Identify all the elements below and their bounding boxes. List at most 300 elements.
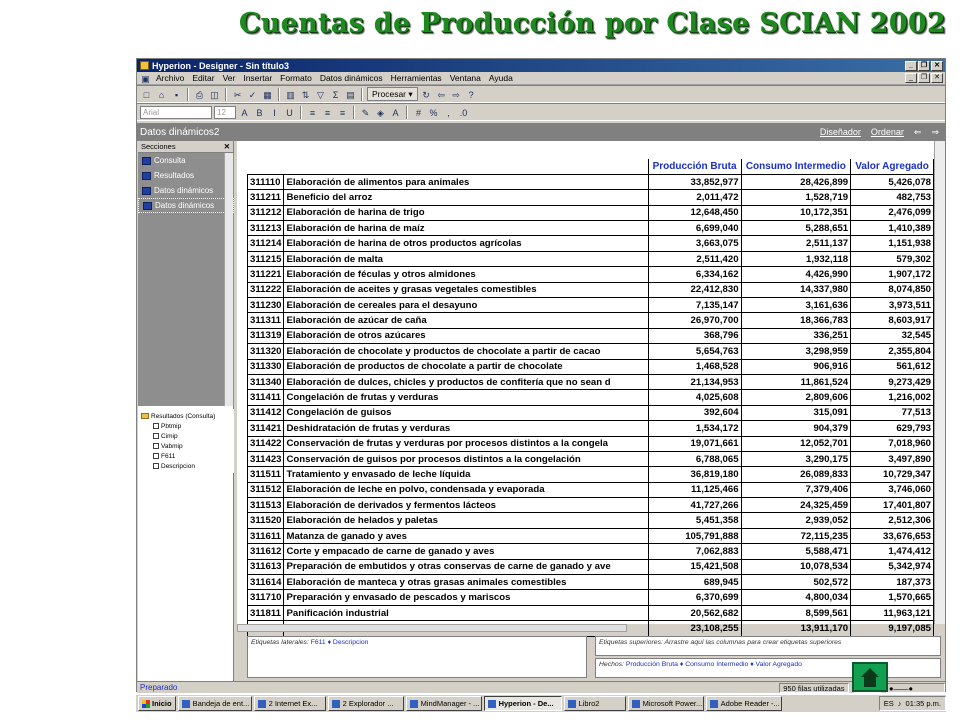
order-link[interactable]: Ordenar [870,126,904,137]
cell-consumo-intermedio[interactable]: 2,939,052 [741,513,851,528]
preview-icon[interactable]: ◫ [210,89,219,100]
cell-produccion-bruta[interactable]: 392,604 [648,405,741,420]
align-center-icon[interactable]: ≡ [324,107,331,118]
table-row[interactable] [248,451,934,466]
cell-valor-agregado[interactable]: 1,216,002 [851,390,934,405]
cell-description[interactable]: Preparación de embutidos y otras conservas de carne de ganado y ave [284,559,648,574]
top-labels-box[interactable]: Etiquetas superiores: Arrastre aquí las columnas para crear etiquetas superiores [595,636,941,656]
results-icon [142,172,151,180]
header-produccion-bruta[interactable]: Producción Bruta [648,159,741,174]
column-icon [153,453,159,459]
section-header [137,123,945,141]
cell-description[interactable]: Elaboración de leche en polvo, condensada y evaporada [284,482,648,497]
cell-scian-code[interactable]: 311513 [248,498,284,513]
cell-description[interactable]: Elaboración de alimentos para animales [284,174,648,189]
new-icon[interactable]: □ [143,89,150,100]
cell-valor-agregado[interactable]: 5,342,974 [851,559,934,574]
cell-valor-agregado[interactable]: 1,410,389 [851,221,934,236]
cell-consumo-intermedio[interactable]: 18,366,783 [741,313,851,328]
language-indicator[interactable]: ES [883,699,894,708]
cell-scian-code[interactable]: 311221 [248,267,284,282]
cell-valor-agregado[interactable]: 561,612 [851,359,934,374]
cell-produccion-bruta[interactable]: 26,970,700 [648,313,741,328]
cell-scian-code[interactable]: 311320 [248,344,284,359]
pivot-icon [142,187,151,195]
column-icon [153,463,159,469]
cell-description[interactable]: Elaboración de azúcar de caña [284,313,648,328]
menu-insertar[interactable]: Insertar [243,73,273,83]
cell-scian-code[interactable]: 311212 [248,205,284,220]
cell-produccion-bruta[interactable]: 7,135,147 [648,298,741,313]
table-row[interactable] [248,405,934,420]
close-icon[interactable]: ✕ [931,61,943,71]
cell-produccion-bruta[interactable]: 36,819,180 [648,467,741,482]
cell-produccion-bruta[interactable]: 22,412,830 [648,282,741,297]
cell-consumo-intermedio[interactable]: 315,091 [741,405,851,420]
windows-logo-icon [142,700,150,708]
format-toolbar [137,103,945,121]
table-row[interactable] [248,236,934,251]
table-row[interactable] [248,344,934,359]
cell-scian-code[interactable]: 311611 [248,528,284,543]
labels-panel [237,634,945,680]
cell-scian-code[interactable]: 311614 [248,575,284,590]
cell-valor-agregado[interactable]: 77,513 [851,405,934,420]
cell-scian-code[interactable]: 311422 [248,436,284,451]
cell-scian-code[interactable]: 311411 [248,390,284,405]
cell-description[interactable]: Elaboración de féculas y otros almidones [284,267,648,282]
cell-description[interactable]: Elaboración de cereales para el desayuno [284,298,648,313]
font-size-select[interactable]: 12 [214,106,236,119]
column-icon [153,433,159,439]
cell-valor-agregado[interactable]: 1,907,172 [851,267,934,282]
cell-consumo-intermedio[interactable]: 5,288,651 [741,221,851,236]
cell-description[interactable]: Elaboración de productos de chocolate a partir de chocolate [284,359,648,374]
cell-produccion-bruta[interactable]: 41,727,266 [648,498,741,513]
mindmanager-icon [410,700,418,708]
cell-produccion-bruta[interactable]: 105,791,888 [648,528,741,543]
grid-vertical-scrollbar[interactable] [934,141,945,624]
cell-consumo-intermedio[interactable]: 13,911,170 [741,621,851,636]
facts-box[interactable]: Hechos: Producción Bruta ♦ Consumo Intermedio ♦ Valor Agregado [595,658,941,678]
menu-ventana[interactable]: Ventana [449,73,481,83]
cell-valor-agregado[interactable]: 5,426,078 [851,174,934,189]
clock: 01:35 p.m. [905,699,941,708]
cell-consumo-intermedio[interactable]: 3,290,175 [741,451,851,466]
menu-herramientas[interactable]: Herramientas [390,73,442,83]
cell-valor-agregado[interactable]: 9,197,085 [851,621,934,636]
open-icon[interactable]: ⌂ [158,89,165,100]
cell-scian-code[interactable]: 311311 [248,313,284,328]
cell-produccion-bruta[interactable]: 368,796 [648,328,741,343]
excel-icon [568,700,576,708]
comma-icon[interactable]: , [447,107,450,118]
line-color-icon[interactable]: ✎ [361,107,370,118]
cell-scian-code[interactable]: 311710 [248,590,284,605]
percent-icon[interactable]: % [429,107,438,118]
cell-valor-agregado[interactable]: 17,401,807 [851,498,934,513]
cell-description[interactable]: Elaboración de otros azúcares [284,328,648,343]
section-datos-dinamicos-2[interactable]: Datos dinámicos [138,198,234,213]
check-icon[interactable]: ✓ [248,89,257,100]
cell-valor-agregado[interactable]: 482,753 [851,190,934,205]
cell-valor-agregado[interactable]: 1,151,938 [851,236,934,251]
tree-item[interactable]: Pbtmip [141,421,231,431]
cell-consumo-intermedio[interactable]: 12,052,701 [741,436,851,451]
restore-icon[interactable]: ❐ [918,61,930,71]
cell-valor-agregado[interactable]: 2,476,099 [851,205,934,220]
cell-description[interactable]: Beneficio del arroz [284,190,648,205]
table-icon[interactable]: ▦ [263,89,272,100]
cell-consumo-intermedio[interactable]: 906,916 [741,359,851,374]
cell-valor-agregado[interactable]: 8,074,850 [851,282,934,297]
cell-produccion-bruta[interactable]: 5,451,358 [648,513,741,528]
slide-title: Cuentas de Producción por Clase SCIAN 2002 [238,8,946,39]
cell-description[interactable]: Elaboración de malta [284,251,648,266]
doc-icon: ▣ [141,73,150,84]
cell-scian-code[interactable]: 311213 [248,221,284,236]
table-row[interactable] [248,436,934,451]
print-icon[interactable]: ⎙ [195,89,204,100]
cell-valor-agregado[interactable]: 3,973,511 [851,298,934,313]
table-row[interactable] [248,421,934,436]
sections-scrollbar[interactable] [224,153,233,406]
cell-valor-agregado[interactable]: 1,570,665 [851,590,934,605]
cell-valor-agregado[interactable]: 10,729,347 [851,467,934,482]
tree-item[interactable]: F611 [141,451,231,461]
cell-scian-code[interactable]: 311511 [248,467,284,482]
cell-consumo-intermedio[interactable]: 2,809,606 [741,390,851,405]
cell-produccion-bruta[interactable]: 33,852,977 [648,174,741,189]
table-row[interactable] [248,359,934,374]
table-row[interactable] [248,221,934,236]
cell-scian-code[interactable]: 311230 [248,298,284,313]
task-libro2[interactable]: Libro2 [564,696,626,711]
browser-icon [258,700,266,708]
sum-icon[interactable]: Σ [332,89,339,100]
cell-description[interactable]: Elaboración de aceites y grasas vegetales comestibles [284,282,648,297]
table-row[interactable] [248,575,934,590]
cell-scian-code[interactable]: 311423 [248,451,284,466]
menu-formato[interactable]: Formato [280,73,312,83]
cell-description[interactable]: Elaboración de chocolate y productos de chocolate a partir de cacao [284,344,648,359]
close-sections-icon[interactable]: ✕ [223,142,230,151]
cell-produccion-bruta[interactable]: 21,134,953 [648,374,741,389]
cell-scian-code[interactable]: 311214 [248,236,284,251]
cell-scian-code[interactable]: 311211 [248,190,284,205]
taskbar [136,694,946,712]
grid-horizontal-scrollbar[interactable] [237,624,627,632]
cell-produccion-bruta[interactable]: 23,108,255 [648,621,741,636]
menu-ayuda[interactable]: Ayuda [488,73,513,83]
cell-consumo-intermedio[interactable]: 11,861,524 [741,374,851,389]
mail-icon [182,700,190,708]
table-row[interactable] [248,390,934,405]
cell-produccion-bruta[interactable]: 19,071,661 [648,436,741,451]
sections-pane [138,141,234,681]
cell-scian-code[interactable]: 311612 [248,544,284,559]
cell-produccion-bruta[interactable]: 4,025,608 [648,390,741,405]
menu-ver[interactable]: Ver [222,73,236,83]
cell-valor-agregado[interactable]: 32,545 [851,328,934,343]
pivot-icon [143,202,152,210]
cell-valor-agregado[interactable]: 3,746,060 [851,482,934,497]
cell-scian-code[interactable]: 311222 [248,282,284,297]
table-row[interactable] [248,174,934,189]
cut-icon[interactable]: ✂ [233,89,242,100]
table-row[interactable] [248,528,934,543]
cell-scian-code[interactable]: 311613 [248,559,284,574]
menu-bar [137,72,945,85]
cell-description[interactable]: Elaboración de harina de trigo [284,205,648,220]
menu-datos-dinamicos[interactable]: Datos dinámicos [319,73,383,83]
cell-consumo-intermedio[interactable]: 14,337,980 [741,282,851,297]
section-datos-dinamicos[interactable]: Datos dinámicos [138,183,234,198]
table-row[interactable] [248,374,934,389]
refresh-icon[interactable]: ↻ [422,89,430,100]
cell-produccion-bruta[interactable]: 20,562,682 [648,605,741,620]
column-icon [153,423,159,429]
cell-consumo-intermedio[interactable]: 72,115,235 [741,528,851,543]
cell-produccion-bruta[interactable]: 1,468,528 [648,359,741,374]
cell-consumo-intermedio[interactable]: 3,298,959 [741,344,851,359]
cell-scian-code[interactable]: 311340 [248,374,284,389]
cell-produccion-bruta[interactable]: 2,511,420 [648,251,741,266]
cell-produccion-bruta[interactable]: 6,334,162 [648,267,741,282]
cell-scian-code[interactable]: 311512 [248,482,284,497]
home-button[interactable] [852,662,888,692]
cell-valor-agregado[interactable]: 629,793 [851,421,934,436]
cell-description[interactable]: Corte y empacado de carne de ganado y aves [284,544,648,559]
cell-scian-code[interactable]: 311319 [248,328,284,343]
cell-produccion-bruta[interactable]: 2,011,472 [648,190,741,205]
cell-valor-agregado[interactable]: 33,676,653 [851,528,934,543]
designer-link[interactable]: Diseñador [819,126,861,137]
bold-icon[interactable]: B [256,107,263,118]
table-row[interactable] [248,590,934,605]
cell-produccion-bruta[interactable]: 11,125,466 [648,482,741,497]
cell-valor-agregado[interactable]: 2,355,804 [851,344,934,359]
cell-description[interactable]: Elaboración de derivados y fermentos lácteos [284,498,648,513]
task-bandeja[interactable]: Bandeja de ent... [178,696,252,711]
doc-restore-icon[interactable]: ❐ [918,73,930,83]
cell-consumo-intermedio[interactable]: 904,379 [741,421,851,436]
rows-used: 950 filas utilizadas [779,683,848,693]
tree-root[interactable]: Resultados (Consulta) [141,411,231,421]
cell-description[interactable]: Conservación de frutas y verduras por procesos distintos a la congela [284,436,648,451]
cell-produccion-bruta[interactable]: 7,062,883 [648,544,741,559]
cell-consumo-intermedio[interactable]: 4,426,990 [741,267,851,282]
table-row[interactable] [248,467,934,482]
cell-description[interactable]: Elaboración de helados y paletas [284,513,648,528]
window-titlebar[interactable] [137,59,945,72]
cell-description[interactable]: Elaboración de manteca y otras grasas animales comestibles [284,575,648,590]
table-row[interactable] [248,328,934,343]
table-row[interactable] [248,190,934,205]
table-row[interactable] [248,513,934,528]
cell-consumo-intermedio[interactable]: 336,251 [741,328,851,343]
cell-scian-code[interactable]: 311520 [248,513,284,528]
side-labels-box[interactable]: Etiquetas laterales: F611 ♦ Descripcion [247,636,587,678]
table-row[interactable] [248,544,934,559]
underline-icon[interactable]: U [286,107,293,118]
tree-item[interactable]: Vabmip [141,441,231,451]
cell-consumo-intermedio[interactable]: 28,426,899 [741,174,851,189]
cell-description[interactable]: Matanza de ganado y aves [284,528,648,543]
cell-scian-code[interactable]: 311330 [248,359,284,374]
app-icon [140,61,149,70]
help-icon[interactable]: ? [468,89,474,100]
task-explorador[interactable]: 2 Explorador ... [328,696,404,711]
pivot-table [247,159,934,637]
sort-icon[interactable]: ⇅ [301,89,310,100]
column-icon [153,443,159,449]
table-row[interactable] [248,482,934,497]
decimals-icon[interactable]: .0 [459,107,468,118]
cell-produccion-bruta[interactable]: 15,421,508 [648,559,741,574]
table-row[interactable] [248,498,934,513]
prev-arrow-icon[interactable]: ⇐ [913,126,922,137]
cell-valor-agregado[interactable]: 3,497,890 [851,451,934,466]
cell-description[interactable]: Preparación y envasado de pescados y mariscos [284,590,648,605]
section-resultados[interactable]: Resultados [138,168,234,183]
align-left-icon[interactable]: ≡ [309,107,316,118]
cell-description[interactable]: Elaboración de dulces, chicles y productos de confitería que no sean d [284,374,648,389]
task-internet[interactable]: 2 Internet Ex... [254,696,326,711]
cell-produccion-bruta[interactable]: 6,370,699 [648,590,741,605]
minimize-icon[interactable]: _ [905,61,917,71]
cell-valor-agregado[interactable]: 7,018,960 [851,436,934,451]
font-name-select[interactable]: Arial [140,106,212,119]
pdf-icon [710,700,718,708]
cell-scian-code[interactable]: 311215 [248,251,284,266]
cell-description[interactable]: Tratamiento y envasado de leche líquida [284,467,648,482]
tree-item[interactable]: Descripcion [141,461,231,471]
cell-description[interactable]: Elaboración de harina de maíz [284,221,648,236]
table-row[interactable] [248,559,934,574]
task-hyperion[interactable]: Hyperion - De... [484,696,562,711]
task-mindmanager[interactable]: MindManager - ... [406,696,482,711]
cell-produccion-bruta[interactable]: 6,699,040 [648,221,741,236]
status-text: Preparado [140,683,178,692]
folder-icon [141,413,149,419]
cell-scian-code[interactable]: 311412 [248,405,284,420]
cell-consumo-intermedio[interactable]: 7,379,406 [741,482,851,497]
status-bar [137,681,945,693]
next-arrow-icon[interactable]: ⇒ [931,126,939,137]
back-icon[interactable]: ⇦ [437,89,445,100]
cell-scian-code[interactable]: 311421 [248,421,284,436]
cell-description[interactable]: Elaboración de harina de otros productos agrícolas [284,236,648,251]
cell-consumo-intermedio[interactable]: 8,599,561 [741,605,851,620]
hyperion-window [136,58,946,692]
table-row[interactable] [248,251,934,266]
section-consulta[interactable]: Consulta [138,153,234,168]
filter-icon[interactable]: ▽ [317,89,324,100]
cell-produccion-bruta[interactable]: 1,534,172 [648,421,741,436]
table-row[interactable] [248,282,934,297]
number-format-icon[interactable]: # [415,107,421,118]
cell-consumo-intermedio[interactable]: 1,932,118 [741,251,851,266]
cell-scian-code[interactable]: 311110 [248,174,284,189]
sections-list [138,153,234,406]
table-body [248,174,934,636]
doc-minimize-icon[interactable]: _ [905,73,917,83]
system-tray [879,696,946,711]
cell-valor-agregado[interactable]: 1,474,412 [851,544,934,559]
menu-archivo[interactable]: Archivo [156,73,185,83]
cell-consumo-intermedio[interactable]: 24,325,459 [741,498,851,513]
cell-valor-agregado[interactable]: 11,963,121 [851,605,934,620]
table-row[interactable] [248,605,934,620]
cell-produccion-bruta[interactable]: 3,663,075 [648,236,741,251]
menu-editar[interactable]: Editar [192,73,215,83]
header-valor-agregado[interactable]: Valor Agregado [851,159,934,174]
italic-icon[interactable]: I [273,107,276,118]
table-row[interactable] [248,205,934,220]
forward-icon[interactable]: ⇨ [452,89,460,100]
cell-produccion-bruta[interactable]: 6,788,065 [648,451,741,466]
volume-icon[interactable]: ♪ [897,699,902,708]
procesar-button[interactable]: Procesar ▾ [367,87,418,101]
cell-description[interactable]: Panificación industrial [284,605,648,620]
table-row[interactable] [248,298,934,313]
doc-close-icon[interactable]: ✕ [931,73,943,83]
cell-consumo-intermedio[interactable]: 4,800,034 [741,590,851,605]
columns-icon[interactable]: ▥ [286,89,295,100]
font-grow-icon[interactable]: A [241,107,248,118]
task-adobe[interactable]: Adobe Reader -... [706,696,782,711]
cell-valor-agregado[interactable]: 9,273,429 [851,374,934,389]
cell-consumo-intermedio[interactable]: 5,588,471 [741,544,851,559]
sections-header: Secciones ✕ [138,141,233,153]
cell-consumo-intermedio[interactable]: 2,511,137 [741,236,851,251]
text-color-icon[interactable]: A [392,107,399,118]
chart-icon[interactable]: ▤ [346,89,355,100]
cell-consumo-intermedio[interactable]: 502,572 [741,575,851,590]
cell-consumo-intermedio[interactable]: 10,078,534 [741,559,851,574]
start-button[interactable]: Inicio [138,696,176,711]
cell-produccion-bruta[interactable]: 5,654,763 [648,344,741,359]
cell-valor-agregado[interactable]: 8,603,917 [851,313,934,328]
cell-valor-agregado[interactable]: 187,373 [851,575,934,590]
cell-valor-agregado[interactable]: 579,302 [851,251,934,266]
cell-produccion-bruta[interactable]: 689,945 [648,575,741,590]
cell-consumo-intermedio[interactable]: 1,528,719 [741,190,851,205]
table-row[interactable] [248,267,934,282]
save-icon[interactable]: ▪ [174,89,179,100]
cell-valor-agregado[interactable]: 2,512,306 [851,513,934,528]
fill-color-icon[interactable]: ◈ [377,107,384,118]
zoom-slider[interactable]: ●——● [885,683,945,693]
tree-item[interactable]: Cimip [141,431,231,441]
hyperion-icon [488,700,496,708]
cell-description[interactable]: Congelación de frutas y verduras [284,390,648,405]
table-row[interactable] [248,313,934,328]
cell-consumo-intermedio[interactable]: 26,089,833 [741,467,851,482]
header-consumo-intermedio[interactable]: Consumo Intermedio [741,159,851,174]
cell-consumo-intermedio[interactable]: 3,161,636 [741,298,851,313]
cell-description[interactable]: Conservación de guisos por procesos distintos a la congelación [284,451,648,466]
cell-description[interactable]: Deshidratación de frutas y verduras [284,421,648,436]
task-powerpoint[interactable]: Microsoft Power... [628,696,704,711]
home-icon [861,668,879,677]
cell-produccion-bruta[interactable]: 12,648,450 [648,205,741,220]
cell-description[interactable]: Congelación de guisos [284,405,648,420]
align-right-icon[interactable]: ≡ [339,107,346,118]
cell-consumo-intermedio[interactable]: 10,172,351 [741,205,851,220]
cell-scian-code[interactable]: 311811 [248,605,284,620]
